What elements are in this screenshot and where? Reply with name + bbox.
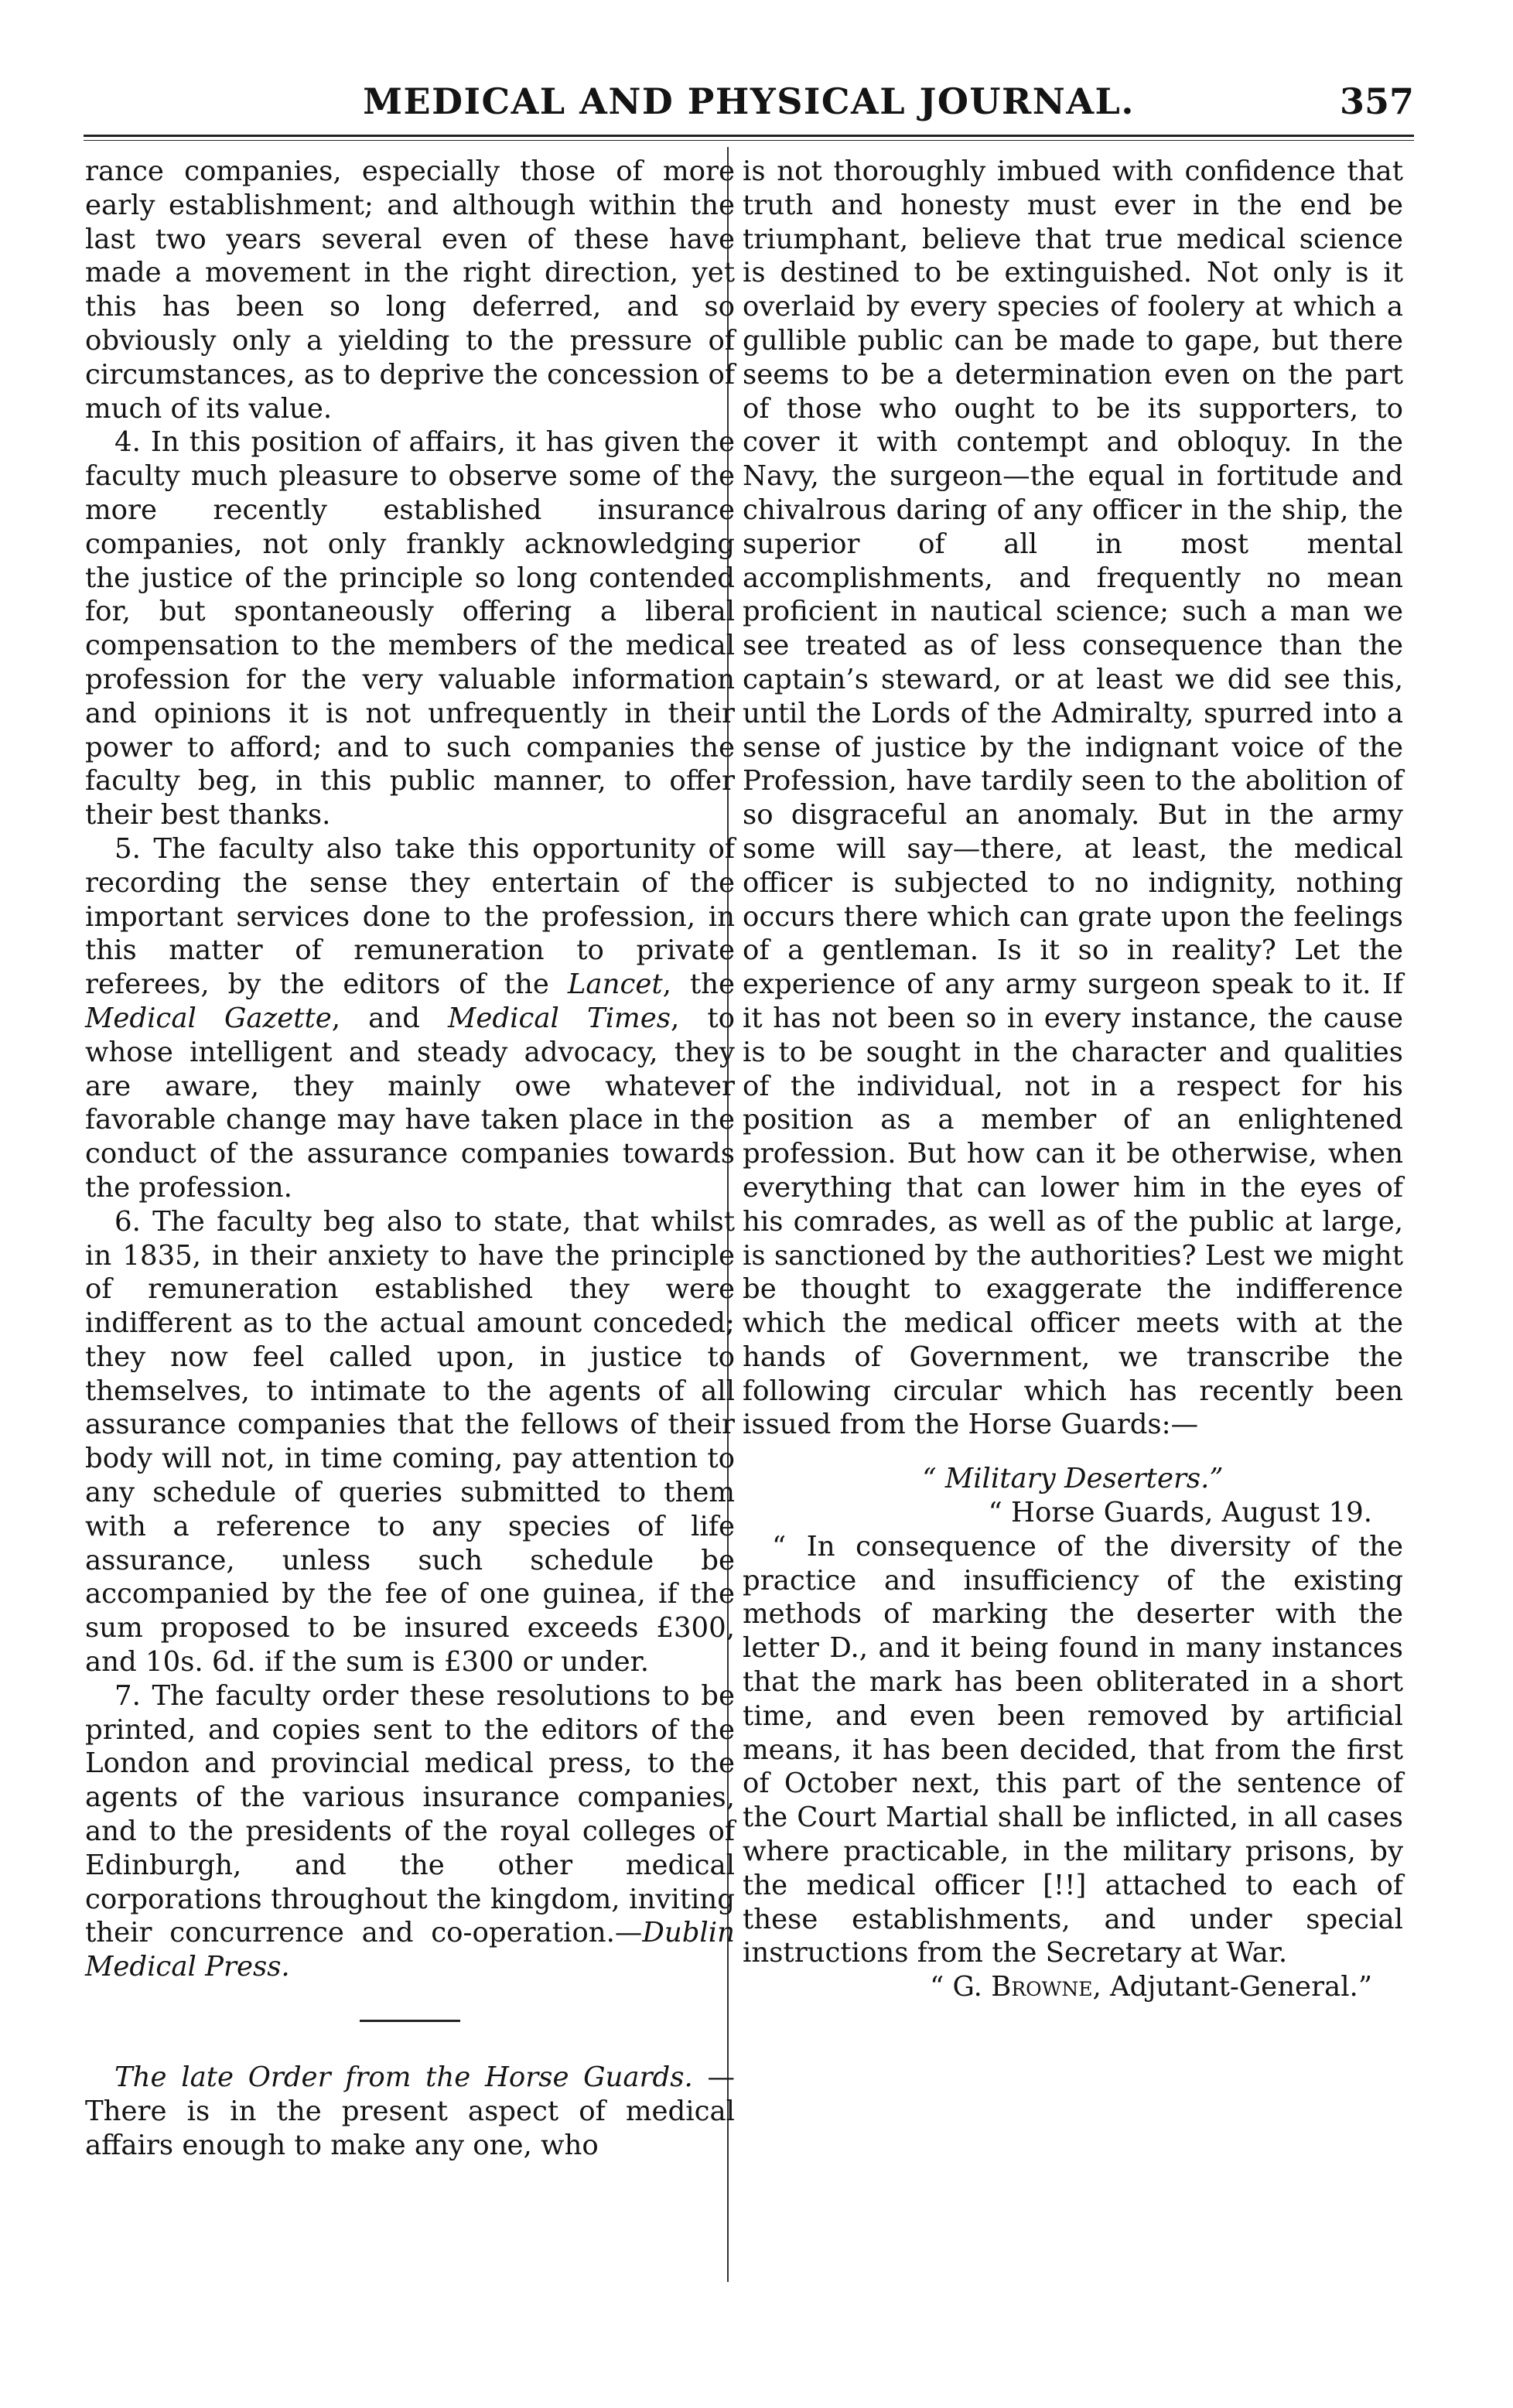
article-title: The late Order from the Horse Guards. [114,2061,693,2094]
source-citation: Dublin Medical Press. [85,1917,735,1983]
circular-dateline: “ Horse Guards, August 19. [988,1497,1372,1529]
medical-times-title: Medical Times [448,1002,671,1034]
medical-gazette-title: Medical Gazette [85,1002,332,1034]
resolution-5-text-c: , and [331,1002,449,1034]
resolution-5-text-d: , to whose intelligent and steady advocacy, they are aware, they mainly owe whatever favorable change may have taken place in the conduct of the assurance companies towards the profession. [85,1002,735,1204]
circular-body: “ In consequence of the diversity of the practice and insufficiency of the existing methods of marking the deserter with the letter D., and it being found in many instances that the mark has been obliterated in a short time, and even been removed by artificial means, it has been decided, that from the first of October next, this part of the sentence of the Court Martial shall be inflicted, in all cases where practicable, in the military prisons, by the medical officer [!!] attached to each of these establishments, and under special instructions from the Secretary at War. [743,1530,1403,1969]
signature-name: Browne [991,1971,1093,2003]
page-number: 357 [1339,80,1414,122]
article-separator [360,2020,460,2022]
circular-title [743,1462,1403,1496]
circular-signature [743,1970,1403,2004]
right-column [743,155,1403,2004]
running-title: MEDICAL AND PHYSICAL JOURNAL. [363,80,1135,122]
signature-suffix: , Adjutant-General.” [1092,1971,1372,2003]
article-intro: —There is in the present aspect of medical affairs enough to make any one, who [85,2061,735,2161]
resolution-4: 4. In this position of affairs, it has given the faculty much pleasure to observe some of the more recently established insurance companies, not only frankly acknowledging the justice of the principle so long contended for, but spontaneously offering a liberal compensation to the members of the medical profession for the very valuable information and opinions it is not unfrequently in their power to afford; and to such companies the faculty beg, in this public manner, to offer their best thanks. [85,426,735,832]
resolution-7-text: 7. The faculty order these resolutions to be printed, and copies sent to the editors of the London and provincial medical press, to the agents of the various insurance companies, and to the presidents of the royal colleges of Edinburgh, and the other medical corporations throughout the kingdom, inviting their concurrence and co-operation.— [85,1679,735,1949]
header-rule [84,135,1414,141]
resolution-6: 6. The faculty beg also to state, that whilst in 1835, in their anxiety to have the principle of remuneration established they were indifferent as to the actual amount conceded; they now feel called upon, in justice to themselves, to intimate to the agents of all assurance companies that the fellows of their body will not, in time coming, pay attention to any schedule of queries submitted to them with a reference to any species of life assurance, unless such schedule be accompanied by the fee of one guinea, if the sum proposed to be insured exceeds £300, and 10s. 6d. if the sum is £300 or under. [85,1205,735,1679]
resolution-5-text-a: 5. The faculty also take this opportunity of recording the sense they entertain of the important services done to the profession, in this matter of remuneration to private referees, by the editors of the [85,832,735,1001]
left-column [85,155,735,2162]
lancet-title: Lancet [567,968,663,1001]
paragraph-continued: rance companies, especially those of more early establishment; and although within the last two years several even of these have made a movement in the right direction, yet this has been so long deferred, and so obviously only a yielding to the pressure of circumstances, as to deprive the concession of much of its value. [85,155,735,425]
resolution-7 [85,1679,735,1984]
article-heading-paragraph [85,2061,735,2162]
running-head [84,74,1414,136]
article-body: is not thoroughly imbued with confidence that truth and honesty must ever in the end be triumphant, believe that true medical science is destined to be extinguished. Not only is it overlaid by every species of foolery at which a gullible public can be made to gape, but there seems to be a determination even on the part of those who ought to be its supporters, to cover it with contempt and obloquy. In the Navy, the surgeon—the equal in fortitude and chivalrous daring of any officer in the ship, the superior of all in most mental accomplishments, and frequently no mean proficient in nautical science; such a man we see treated as of less consequence than the captain’s steward, or at least we did see this, until the Lords of the Admiralty, spurred into a sense of justice by the indignant voice of the Profession, have tardily seen to the abolition of so disgraceful an anomaly. But in the army some will say—there, at least, the medical officer is subjected to no indignity, nothing occurs there which can grate upon the feelings of a gentleman. Is it so in reality? Let the experience of any army surgeon speak to it. If it has not been so in every instance, the cause is to be sought in the character and qualities of the individual, not in a respect for his position as a member of an enlightened profession. But how can it be otherwise, when everything that can lower him in the eyes of his comrades, as well as of the public at large, is sanctioned by the authorities? Lest we might be thought to exaggerate the indifference which the medical officer meets with at the hands of Government, we transcribe the following circular which has recently been issued from the Horse Guards:— [743,155,1403,1441]
resolution-5-text-b: , the [662,968,735,1001]
resolution-5 [85,832,735,1205]
spacer [743,1442,1403,1462]
signature-prefix: “ G. [930,1971,992,2003]
circular-title-text: “ Military Deserters.” [922,1463,1224,1495]
